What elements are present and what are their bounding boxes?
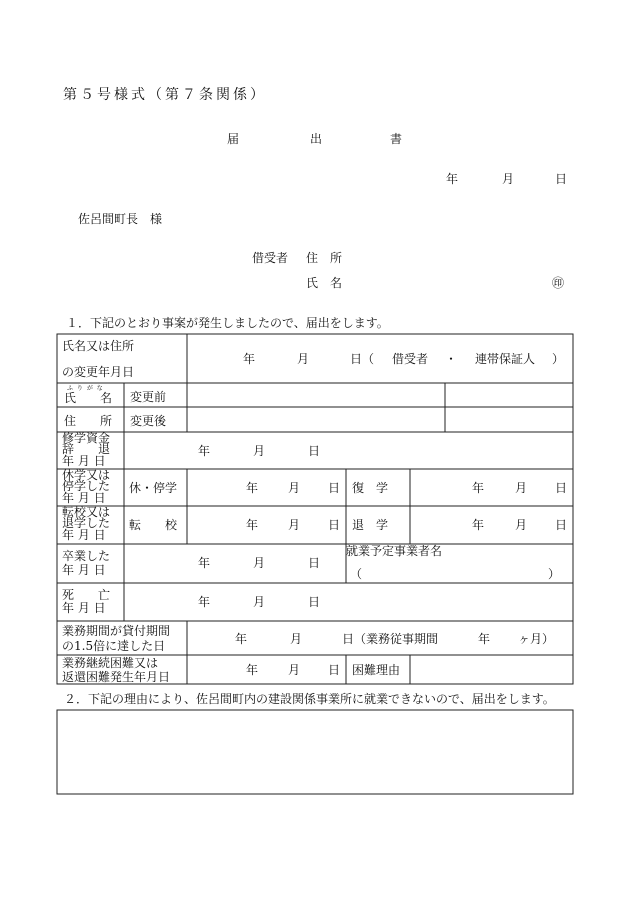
suspend-label-3: 年 月 日 <box>62 491 106 505</box>
resign-label-3: 年 月 日 <box>62 454 106 468</box>
before-change-label: 変更前 <box>130 390 167 404</box>
transfer-label-1: 転校又は <box>62 505 111 519</box>
employer-open-paren: （ <box>350 567 363 581</box>
doc-title-char-1: 届 <box>227 132 240 146</box>
reason-text-area[interactable] <box>62 716 568 790</box>
section1-intro: １．下記のとおり事案が発生しましたので、届出をします。 <box>66 316 389 330</box>
name-change-month[interactable]: 月 <box>297 352 310 366</box>
period-year[interactable]: 年 <box>235 632 248 646</box>
suspend-month[interactable]: 月 <box>288 481 301 495</box>
resign-label-2: 辞 退 <box>62 442 111 456</box>
graduate-label-1: 卒業した <box>62 549 111 563</box>
transfer-month[interactable]: 月 <box>288 518 301 532</box>
borrower-label: 借受者 <box>252 251 289 265</box>
difficulty-label-1: 業務継続困難又は <box>62 656 159 670</box>
name-change-day[interactable]: 日（ <box>350 352 375 366</box>
addressee: 佐呂間町長 様 <box>78 212 163 226</box>
withdraw-year[interactable]: 年 <box>472 518 485 532</box>
withdraw-label: 退 学 <box>352 518 389 532</box>
name-change-close: ） <box>552 352 565 366</box>
date-month: 月 <box>502 172 515 186</box>
death-label-1: 死 亡 <box>62 588 111 602</box>
period-month[interactable]: 月 <box>290 632 303 646</box>
doc-title-char-2: 出 <box>310 132 323 146</box>
death-label-2: 年 月 日 <box>62 601 106 615</box>
transfer-label-2: 退学した <box>62 516 111 530</box>
name-row-label: 氏 名 <box>64 391 113 405</box>
death-day[interactable]: 日 <box>308 595 321 609</box>
period-label-1: 業務期間が貸付期間 <box>62 624 171 638</box>
row-name-change-label-1: 氏名又は住所 <box>62 339 135 353</box>
suspend-sub-label: 休・停学 <box>129 481 178 495</box>
resign-day[interactable]: 日 <box>308 444 321 458</box>
form-number: 第５号様式（第７条関係） <box>63 87 267 103</box>
resign-month[interactable]: 月 <box>253 444 266 458</box>
suspend-day[interactable]: 日 <box>328 481 341 495</box>
period-service-years[interactable]: 年 <box>478 632 491 646</box>
employer-label: 就業予定事業者名 <box>346 544 443 558</box>
difficulty-day[interactable]: 日 <box>328 663 341 677</box>
date-year: 年 <box>446 172 459 186</box>
row-name-change-label-2: の変更年月日 <box>62 365 135 379</box>
difficulty-reason-label: 困難理由 <box>352 663 401 677</box>
address-label: 住 所 <box>306 251 343 265</box>
date-day: 日 <box>555 172 568 186</box>
address-row-label: 住 所 <box>64 414 113 428</box>
section2-intro: ２．下記の理由により、佐呂間町内の建設関係事業所に就業できないので、届出をします。 <box>64 692 555 706</box>
period-label-2: の1.5倍に達した日 <box>62 639 166 653</box>
resume-day[interactable]: 日 <box>555 481 568 495</box>
doc-title-char-3: 書 <box>390 132 403 146</box>
transfer-day[interactable]: 日 <box>328 518 341 532</box>
difficulty-label-2: 返還困難発生年月日 <box>62 670 171 684</box>
name-change-year[interactable]: 年 <box>243 352 256 366</box>
borrower-option[interactable]: 借受者 <box>392 352 429 366</box>
guarantor-option[interactable]: 連帯保証人 <box>475 352 536 366</box>
seal-mark: ㊞ <box>552 276 565 290</box>
transfer-year[interactable]: 年 <box>246 518 259 532</box>
graduate-month[interactable]: 月 <box>253 556 266 570</box>
transfer-label-3: 年 月 日 <box>62 528 106 542</box>
resume-year[interactable]: 年 <box>472 481 485 495</box>
graduate-year[interactable]: 年 <box>198 556 211 570</box>
after-change-label: 変更後 <box>130 414 167 428</box>
resume-label: 復 学 <box>352 481 389 495</box>
resume-month[interactable]: 月 <box>515 481 528 495</box>
period-day-paren[interactable]: 日（業務従事期間 <box>342 632 439 646</box>
death-month[interactable]: 月 <box>253 595 266 609</box>
withdraw-day[interactable]: 日 <box>555 518 568 532</box>
suspend-year[interactable]: 年 <box>246 481 259 495</box>
difficulty-month[interactable]: 月 <box>288 663 301 677</box>
furigana-label: ふ り が な <box>67 385 104 392</box>
period-service-months[interactable]: ヶ月） <box>518 632 555 646</box>
transfer-sub-label: 転 校 <box>129 518 178 532</box>
graduate-day[interactable]: 日 <box>308 556 321 570</box>
graduate-label-2: 年 月 日 <box>62 563 106 577</box>
death-year[interactable]: 年 <box>198 595 211 609</box>
suspend-label-1: 休学又は <box>62 468 111 482</box>
employer-close-paren: ） <box>548 567 561 581</box>
suspend-label-2: 停学した <box>62 479 111 493</box>
resign-label-1: 修学資金 <box>62 431 111 445</box>
withdraw-month[interactable]: 月 <box>515 518 528 532</box>
difficulty-year[interactable]: 年 <box>246 663 259 677</box>
resign-year[interactable]: 年 <box>198 444 211 458</box>
option-separator: ・ <box>445 352 458 366</box>
name-label: 氏 名 <box>306 276 343 290</box>
